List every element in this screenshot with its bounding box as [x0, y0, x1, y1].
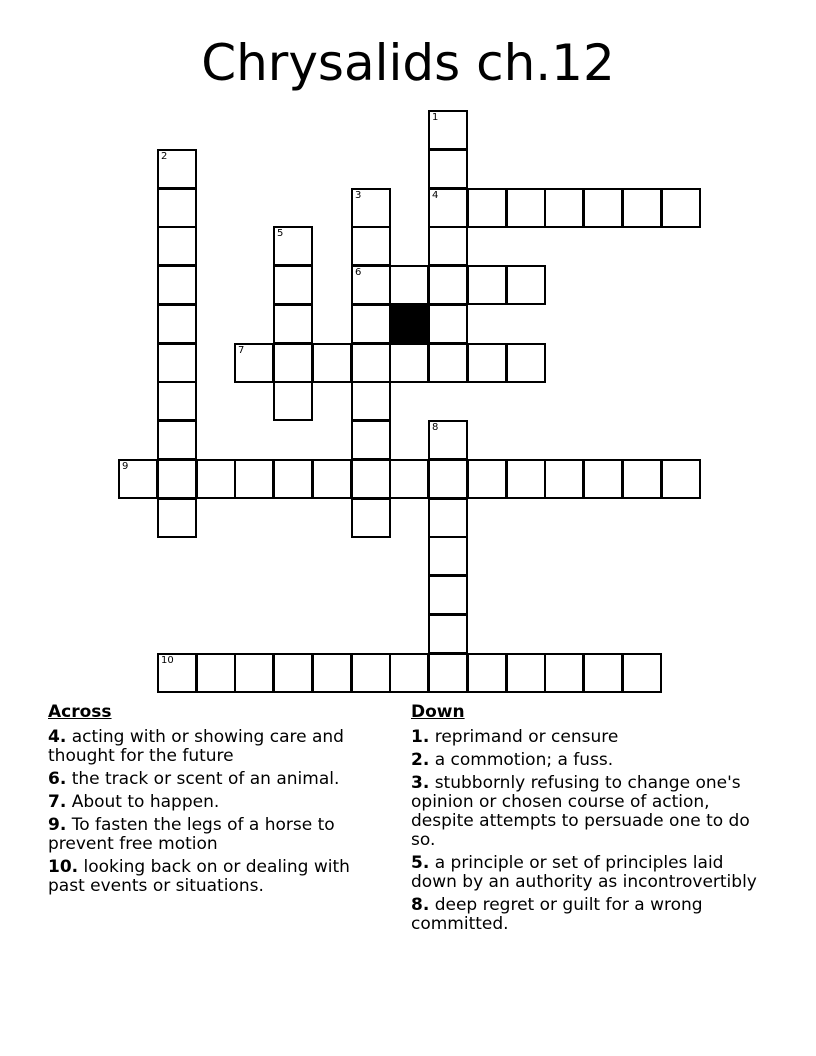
grid-cell[interactable]	[467, 188, 507, 228]
grid-cell[interactable]	[312, 459, 352, 499]
clue-number: 4.	[48, 727, 67, 747]
clue-across	[48, 858, 378, 896]
grid-cell[interactable]	[661, 188, 701, 228]
clue-number-label: 4	[432, 190, 439, 201]
across-heading: Across	[48, 702, 112, 722]
clue-number: 6.	[48, 769, 67, 789]
grid-cell[interactable]	[273, 381, 313, 421]
clue-number-label: 9	[122, 461, 129, 472]
clue-number-label: 8	[432, 422, 439, 433]
clue-down	[411, 728, 761, 747]
clue-down	[411, 896, 761, 934]
grid-cell[interactable]	[389, 265, 429, 305]
grid-cell[interactable]	[234, 653, 274, 693]
clue-number: 9.	[48, 815, 67, 835]
grid-cell[interactable]	[351, 381, 391, 421]
grid-cell[interactable]	[506, 653, 546, 693]
grid-cell[interactable]	[506, 188, 546, 228]
grid-cell[interactable]	[273, 343, 313, 383]
grid-cell[interactable]	[428, 459, 468, 499]
grid-cell[interactable]	[428, 304, 468, 344]
grid-cell[interactable]	[583, 459, 623, 499]
grid-cell[interactable]	[622, 188, 662, 228]
grid-cell[interactable]	[428, 265, 468, 305]
clue-text: acting with or showing care and thought for the future	[48, 727, 344, 766]
grid-cell[interactable]	[157, 265, 197, 305]
grid-cell[interactable]	[467, 459, 507, 499]
grid-cell[interactable]	[157, 226, 197, 266]
grid-cell[interactable]	[196, 653, 236, 693]
grid-cell[interactable]	[157, 498, 197, 538]
clue-number-label: 10	[161, 655, 174, 666]
clue-text: a commotion; a fuss.	[434, 750, 614, 770]
grid-cell[interactable]	[351, 188, 391, 228]
grid-cell[interactable]	[273, 653, 313, 693]
grid-cell[interactable]	[351, 304, 391, 344]
grid-cell[interactable]	[351, 498, 391, 538]
grid-cell[interactable]	[157, 149, 197, 189]
clue-number: 5.	[411, 853, 430, 873]
grid-cell[interactable]	[661, 459, 701, 499]
grid-cell[interactable]	[428, 575, 468, 615]
grid-cell[interactable]	[622, 459, 662, 499]
grid-cell[interactable]	[157, 304, 197, 344]
grid-cell[interactable]	[157, 420, 197, 460]
grid-cell[interactable]	[389, 459, 429, 499]
grid-cell[interactable]	[273, 226, 313, 266]
grid-cell[interactable]	[351, 226, 391, 266]
clue-across	[48, 816, 378, 854]
grid-cell[interactable]	[273, 304, 313, 344]
grid-cell[interactable]	[506, 459, 546, 499]
grid-cell[interactable]	[351, 653, 391, 693]
grid-cell[interactable]	[467, 653, 507, 693]
clue-number-label: 3	[355, 190, 362, 201]
clue-text: a principle or set of principles laid down by an authority as incontrovertibly	[411, 853, 757, 892]
grid-cell[interactable]	[273, 265, 313, 305]
clue-number-label: 7	[238, 345, 245, 356]
grid-cell[interactable]	[428, 188, 468, 228]
clue-number: 8.	[411, 895, 430, 915]
grid-cell[interactable]	[428, 653, 468, 693]
clue-text: deep regret or guilt for a wrong committed.	[411, 895, 703, 934]
grid-cell[interactable]	[428, 226, 468, 266]
grid-cell[interactable]	[351, 420, 391, 460]
grid-cell[interactable]	[506, 265, 546, 305]
clue-text: looking back on or dealing with past events or situations.	[48, 857, 350, 896]
down-clues	[411, 703, 761, 938]
clue-number: 3.	[411, 773, 430, 793]
grid-cell[interactable]	[467, 343, 507, 383]
grid-cell[interactable]	[467, 265, 507, 305]
grid-cell[interactable]	[428, 614, 468, 654]
grid-cell[interactable]	[428, 149, 468, 189]
grid-cell[interactable]	[351, 343, 391, 383]
clue-text: About to happen.	[71, 792, 220, 812]
clue-number-label: 2	[161, 151, 168, 162]
grid-cell[interactable]	[157, 343, 197, 383]
grid-cell[interactable]	[428, 498, 468, 538]
clue-down	[411, 751, 761, 770]
grid-cell[interactable]	[196, 459, 236, 499]
clue-text: stubbornly refusing to change one's opinion or chosen course of action, despite attempts to persuade one to do so.	[411, 773, 750, 850]
down-heading: Down	[411, 702, 465, 722]
clue-down	[411, 774, 761, 850]
grid-cell[interactable]	[544, 459, 584, 499]
grid-cell[interactable]	[544, 188, 584, 228]
grid-cell[interactable]	[583, 188, 623, 228]
grid-cell[interactable]	[157, 653, 197, 693]
grid-cell[interactable]	[312, 343, 352, 383]
grid-cell[interactable]	[428, 536, 468, 576]
clue-number-label: 5	[277, 228, 284, 239]
grid-cell[interactable]	[157, 381, 197, 421]
grid-cell[interactable]	[351, 459, 391, 499]
grid-cell[interactable]	[351, 265, 391, 305]
grid-cell[interactable]	[389, 653, 429, 693]
clue-down	[411, 854, 761, 892]
clue-text: reprimand or censure	[434, 727, 619, 747]
grid-cell[interactable]	[506, 343, 546, 383]
across-clues	[48, 703, 378, 900]
clue-number: 2.	[411, 750, 430, 770]
clue-text: the track or scent of an animal.	[71, 769, 340, 789]
grid-cell[interactable]	[273, 459, 313, 499]
grid-cell[interactable]	[622, 653, 662, 693]
clue-number: 7.	[48, 792, 67, 812]
grid-cell[interactable]	[234, 459, 274, 499]
clue-number-label: 6	[355, 267, 362, 278]
clue-text: To fasten the legs of a horse to prevent free motion	[48, 815, 335, 854]
clue-number-label: 1	[432, 112, 439, 123]
grid-cell[interactable]	[428, 420, 468, 460]
clue-across	[48, 770, 378, 789]
clue-across	[48, 728, 378, 766]
grid-cell[interactable]	[583, 653, 623, 693]
grid-cell[interactable]	[428, 110, 468, 150]
clue-number: 1.	[411, 727, 430, 747]
grid-cell[interactable]	[312, 653, 352, 693]
clue-number: 10.	[48, 857, 79, 877]
grid-cell[interactable]	[428, 343, 468, 383]
clue-across	[48, 793, 378, 812]
grid-cell[interactable]	[234, 343, 274, 383]
grid-cell[interactable]	[544, 653, 584, 693]
grid-cell[interactable]	[118, 459, 158, 499]
grid-cell[interactable]	[389, 343, 429, 383]
grid-cell[interactable]	[157, 459, 197, 499]
grid-cell[interactable]	[157, 188, 197, 228]
page-title: Chrysalids ch.12	[201, 34, 615, 92]
black-square	[389, 304, 429, 344]
